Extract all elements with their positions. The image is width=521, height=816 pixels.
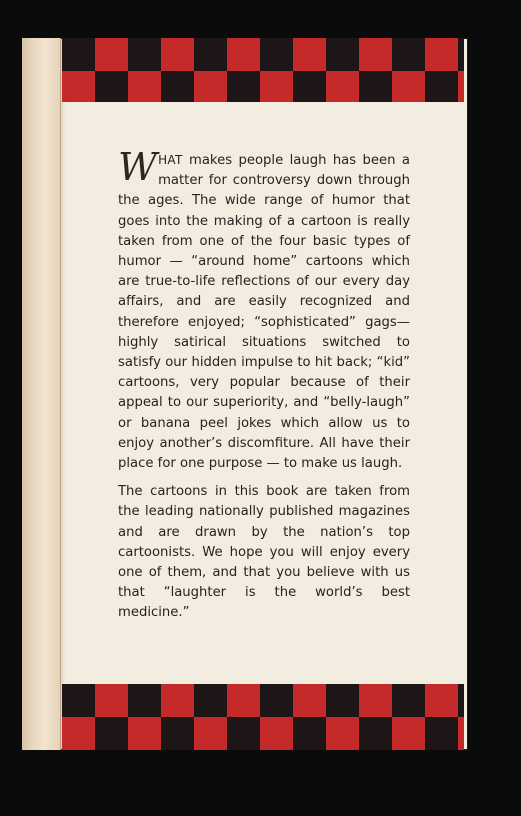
drop-cap: W (118, 145, 158, 189)
lead-word: HAT (158, 153, 183, 167)
checkerboard-border-top (62, 38, 464, 102)
paragraph-intro-text: makes people laugh has been a matter for controversy down through the ages. The wide range of humor that goes into the making of a cartoon is really taken from one of the four basic types of humor — “around home” cartoons which are true-to-life reflections of our every day affairs, and are easily recognized and therefore enjoyed; “sophisticated” gags—highly satirical situations switched to satisfy our hidden impulse to hit back; “kid” cartoons, very popular because of their appeal to our superiority, and “belly-laugh” or banana peel jokes which allow us to enjoy another’s discomfiture. All have their place for one purpose — to make us laugh. (118, 153, 410, 472)
paragraph-intro (118, 145, 410, 474)
checkerboard-border-bottom (62, 684, 464, 750)
paragraph-closing: The cartoons in this book are taken from the leading nationally published magazines and are drawn by the nation’s top cartoonists. We hope you will enjoy every one of them, and that you believe with us that “laughter is the world’s best medicine.” (118, 484, 410, 621)
book-spine (22, 38, 61, 750)
cover-text-block (118, 145, 410, 632)
